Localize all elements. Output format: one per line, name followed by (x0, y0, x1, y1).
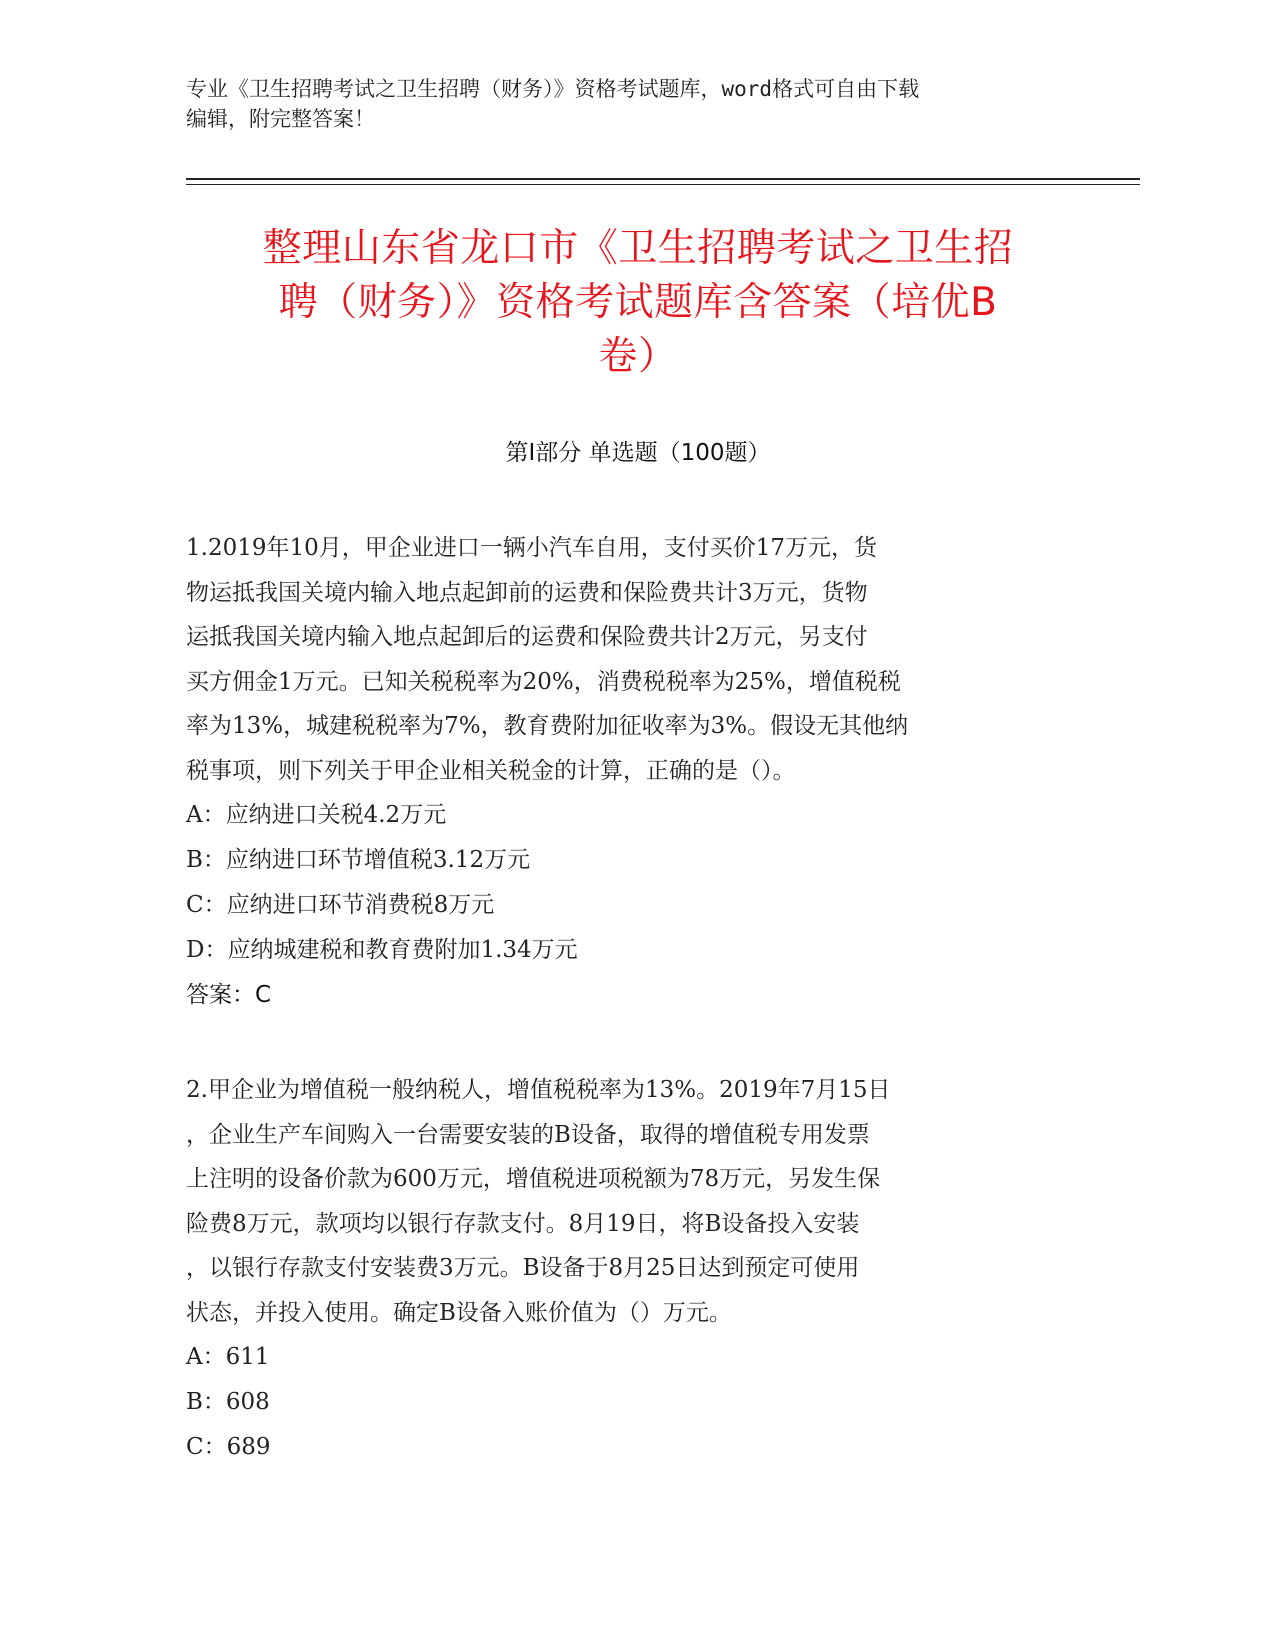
answer-label: 答案：C (186, 982, 272, 1008)
question-stem-line: ，企业生产车间购入一台需要安装的B设备，取得的增值税专用发票 (186, 1121, 870, 1148)
document-title-line-3: 卷） (598, 334, 678, 379)
question-stem-line: 率为13%，城建税税率为7%，教育费附加征收率为3%。假设无其他纳 (186, 713, 909, 739)
option-c: C：应纳进口环节消费税8万元 (186, 892, 495, 918)
question-stem-line: 税事项，则下列关于甲企业相关税金的计算，正确的是（）。 (186, 757, 796, 784)
option-a: A：611 (186, 1344, 270, 1370)
document-title (186, 222, 1090, 384)
header-divider-thick (186, 178, 1140, 180)
section-title: 第Ⅰ部分 单选题（100题） (505, 440, 771, 466)
question-1 (186, 526, 1076, 1018)
document-title-line-2: 聘（财务）》资格考试题库含答案（培优B (278, 280, 998, 325)
question-2 (186, 1068, 1076, 1470)
question-stem-line: 状态，并投入使用。确定B设备入账价值为（）万元。 (186, 1299, 732, 1326)
question-stem-line: 上注明的设备价款为600万元，增值税进项税额为78万元，另发生保 (186, 1166, 881, 1192)
question-stem-line: 运抵我国关境内输入地点起卸后的运费和保险费共计2万元，另支付 (186, 624, 868, 650)
document-title-line-1: 整理山东省龙口市《卫生招聘考试之卫生招 (262, 226, 1014, 271)
question-stem-line: 物运抵我国关境内输入地点起卸前的运费和保险费共计3万元，货物 (186, 579, 868, 606)
question-stem-line: 2.甲企业为增值税一般纳税人，增值税税率为13%。2019年7月15日 (186, 1077, 891, 1103)
header-note (186, 74, 1086, 134)
header-note-line-2: 编辑，附完整答案！ (186, 107, 375, 131)
header-divider-thin (186, 184, 1140, 185)
question-stem (186, 1068, 1076, 1335)
option-b: B：608 (186, 1389, 270, 1415)
option-d: D：应纳城建税和教育费附加1.34万元 (186, 937, 578, 963)
header-note-line-1: 专业《卫生招聘考试之卫生招聘（财务）》资格考试题库，word格式可自由下载 (186, 77, 920, 101)
question-stem-line: 买方佣金1万元。已知关税税率为20%，消费税税率为25%，增值税税 (186, 668, 901, 695)
question-stem-line: 险费8万元，款项均以银行存款支付。8月19日，将B设备投入安装 (186, 1210, 860, 1237)
question-stem (186, 526, 1076, 793)
option-c: C：689 (186, 1434, 271, 1460)
option-b: B：应纳进口环节增值税3.12万元 (186, 847, 531, 873)
option-a: A：应纳进口关税4.2万元 (186, 802, 447, 828)
question-stem-line: ，以银行存款支付安装费3万元。B设备于8月25日达到预定可使用 (186, 1255, 860, 1281)
question-stem-line: 1.2019年10月，甲企业进口一辆小汽车自用，支付买价17万元，货 (186, 535, 878, 561)
